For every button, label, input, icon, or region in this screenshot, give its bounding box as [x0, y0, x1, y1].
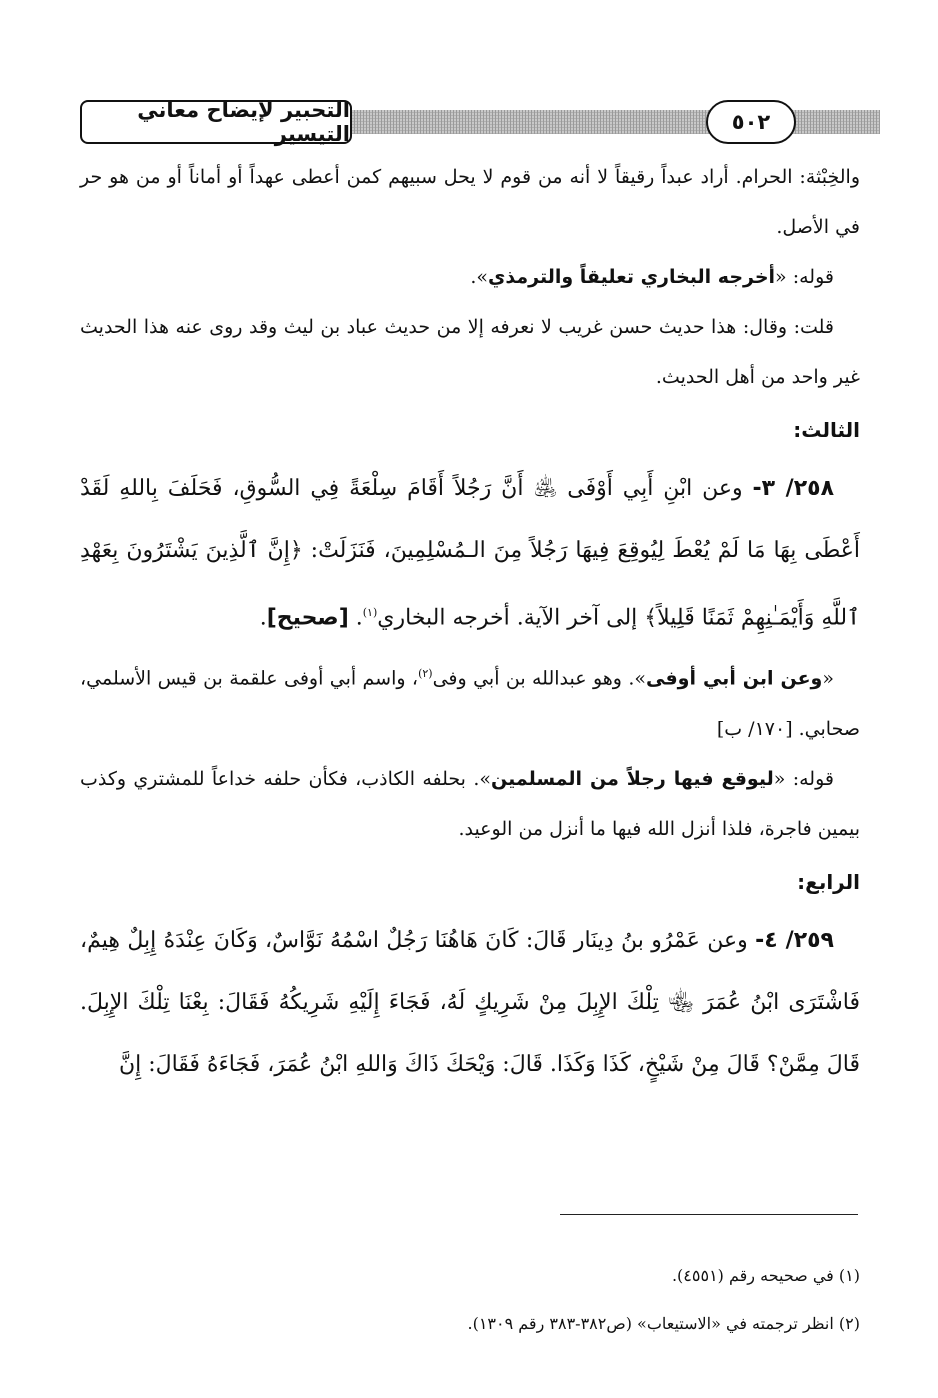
hadith-text: وعن عَمْرُو بنُ دِينَار قَالَ: كَانَ هَاهُنَا رَجُلٌ اسْمُهُ نَوَّاسٌ، وَكَانَ عِنْدَهُ إِبِلٌ هِيمٌ، فَاشْتَرَى ابْنُ عُمَرَ ﵄ تِلْكَ الإِبِلَ مِنْ شَرِيكٍ لَهُ، فَجَاءَ إِلَيْهِ شَرِيكُهُ فَقَالَ: بِعْنَا تِلْكَ الإِبِلَ. قَالَ مِمَّنْ؟ قَالَ مِنْ شَيْخٍ، كَذَا وَكَذَا. قَالَ: وَيْحَكَ ذَاكَ وَاللهِ ابْنُ عُمَرَ، فَجَاءَهُ فَقَالَ: إِنَّ — [80, 927, 860, 1077]
section-heading-fourth: الرابع: — [797, 869, 860, 894]
quoted-phrase: ليوقع فيها رجلاً من المسلمين — [490, 767, 774, 790]
footnote-separator — [560, 1214, 858, 1215]
hadith-text: وعن ابْنِ أَبِي أَوْفَى ﵁ أَنَّ رَجُلاً أَقَامَ سِلْعَةً فِي السُّوقِ، فَحَلَفَ بِاللهِ لَقَدْ أَعْطَى بِهَا مَا لَمْ يُعْطَ لِيُوقِعَ فِيهَا رَجُلاً مِنَ الـمُسْلِمِينَ، فَنَزَلَتْ: ﴿إِنَّ ٱلَّذِينَ يَشْتَرُونَ بِعَهْدِ ٱللَّهِ وَأَيْمَـٰنِهِمْ ثَمَنًا قَلِيلاً﴾ إلى آخر الآية. أخرجه البخاري — [80, 476, 860, 631]
grade-label: [صحيح] — [266, 605, 349, 631]
book-title: التحبير لإيضاح معاني التيسير — [80, 100, 352, 144]
footnotes — [80, 1252, 860, 1348]
page-body — [80, 152, 860, 1096]
paragraph-definition: والخِبْثة: الحرام. أراد عبداً رقيقاً لا أنه من قوم لا يحل سبيهم كمن أعطى عهداً أو أماناً أو من هو حر في الأصل. — [80, 166, 860, 238]
hadith-259 — [80, 910, 860, 1096]
hadith-number: ٢٥٨/ ٣- — [752, 476, 835, 501]
hadith-258: ٢٥٨/ ٣- وعن ابْنِ أَبِي أَوْفَى ﵁ أَنَّ رَجُلاً أَقَامَ سِلْعَةً فِي السُّوقِ، فَحَلَفَ بِاللهِ لَقَدْ أَعْطَى بِهَا مَا لَمْ يُعْطَ لِيُوقِعَ فِيهَا رَجُلاً مِنَ الـمُسْلِمِينَ، فَنَزَلَتْ: ﴿إِنَّ ٱلَّذِينَ يَشْتَرُونَ بِعَهْدِ ٱللَّهِ وَأَيْمَـٰنِهِمْ ثَمَنًا قَلِيلاً﴾ إلى آخر الآية. أخرجه البخاري$^{(١)}$. [صحيح]. — [80, 476, 860, 631]
footnote-ref: (٢) — [418, 667, 433, 681]
running-header — [80, 98, 860, 150]
section-heading-third: الثالث: — [793, 418, 860, 442]
paragraph-explanation: قوله: «ليوقع فيها رجلاً من المسلمين». بحلفه الكاذب، فكأن حلفه خداعاً للمشتري وكذب بيمين فاجرة، فلذا أنزل الله فيها ما أنزل من الوعيد. — [80, 767, 860, 840]
page-number: ٥٠٢ — [706, 100, 796, 144]
hadith-number: ٢٥٩/ ٤- — [755, 927, 834, 953]
header-pattern-band — [330, 110, 880, 134]
footnote-2: (٢) انظر ترجمته في «الاستيعاب» (ص٣٨٢-٣٨٣ رقم ١٣٠٩). — [467, 1314, 860, 1333]
paragraph-quote-takhrij: قوله: «أخرجه البخاري تعليقاً والترمذي». — [470, 266, 834, 288]
paragraph-narrator-note: «وعن ابن أبي أوفى». وهو عبدالله بن أبي وفى$^{(٢)}$، واسم أبي أوفى علقمة بن قيس الأسلمي، صحابي. [١٧٠/ ب] — [80, 667, 860, 740]
quoted-phrase: أخرجه البخاري تعليقاً والترمذي — [488, 266, 776, 288]
footnote-1: (١) في صحيحه رقم (٤٥٥١). — [671, 1266, 860, 1285]
paragraph-tirmidhi-grading: قلت: وقال: هذا حديث حسن غريب لا نعرفه إلا من حديث عباد بن ليث وقد روى عنه هذا الحديث غير واحد من أهل الحديث. — [80, 316, 860, 388]
quoted-phrase: وعن ابن أبي أوفى — [646, 667, 823, 690]
footnote-ref: (١) — [362, 606, 378, 619]
